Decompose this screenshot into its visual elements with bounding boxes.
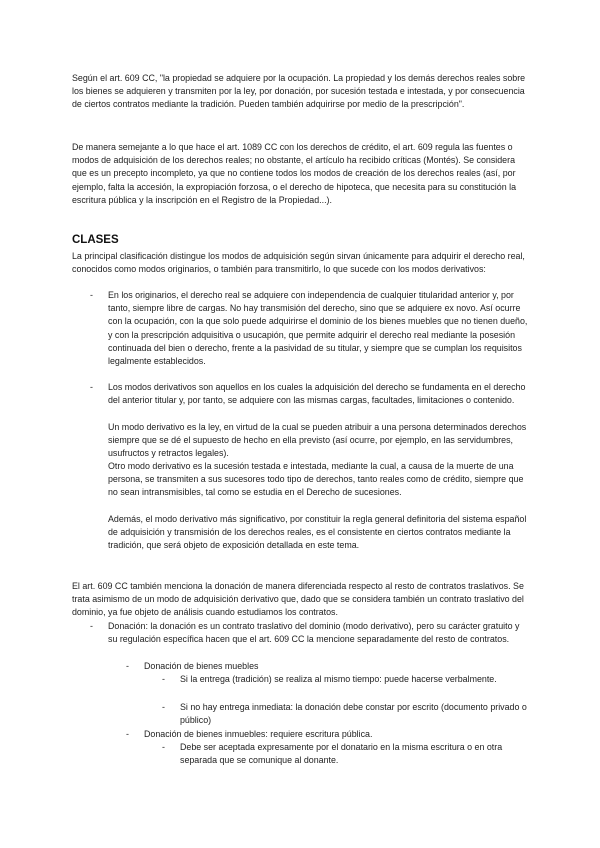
paragraph-art-1089: De manera semejante a lo que hace el art. 1089 CC con los derechos de crédito, el art. 609 regula las fuentes o modos de adquisición de los derechos reales; no obstante, el artículo ha recibido críticas (Montés). Se considera que es un precepto incompleto, ya que no contiene todos los modos de creación de los derechos reales (así, por ejemplo, falta la accesión, la expropiación forzosa, o el derecho de hipoteca, que necesita para su constitución la escritura pública y la inscripción en el Registro de la Propiedad...). [72, 142, 517, 205]
list-item-muebles-escrito: Si no hay entrega inmediata: la donación debe constar por escrito (documento privado o público) [180, 702, 527, 726]
list-bullet-dash: - [90, 621, 93, 631]
list-bullet-dash: - [162, 702, 165, 712]
list-bullet-dash: - [126, 661, 129, 671]
list-item-donacion: Donación: la donación es un contrato traslativo del dominio (modo derivativo), pero su carácter gratuito y su regulación específica hacen que el art. 609 CC la mencione separadamente del resto de contratos. [108, 621, 520, 645]
list-bullet-dash: - [90, 382, 93, 392]
list-bullet-dash: - [162, 674, 165, 684]
list-text-ley: Un modo derivativo es la ley, en virtud de la cual se pueden atribuir a una persona determinados derechos siempre que se dé el supuesto de hecho en ella previsto (así ocurre, por ejemplo, en las servidumbres, usufructos y retractos legales). [108, 422, 527, 459]
list-bullet-dash: - [162, 742, 165, 752]
list-bullet-dash: - [126, 729, 129, 739]
list-bullet-dash: - [90, 290, 93, 300]
section-heading-clases: CLASES [72, 234, 119, 246]
list-item-derivativos: Los modos derivativos son aquellos en los cuales la adquisición del derecho se fundamenta en el derecho del anterior titular y, por tanto, se adquiere con las mismas cargas, facultades, limitaciones o contenido. [108, 382, 526, 406]
paragraph-art-609: Según el art. 609 CC, "la propiedad se adquiere por la ocupación. La propiedad y los demás derechos reales sobre los bienes se adquieren y transmiten por la ley, por donación, por sucesión testada e intestada, y por consecuencia de ciertos contratos mediante la tradición. Pueden también adquirirse por medio de la prescripción". [72, 73, 526, 110]
list-item-inmuebles-aceptacion: Debe ser aceptada expresamente por el donatario en la misma escritura o en otra separada que se comunique al donante. [180, 742, 503, 766]
list-item-originarios: En los originarios, el derecho real se adquiere con independencia de cualquier titularidad anterior y, por tanto, siempre libre de cargas. No hay transmisión del derecho, sino que se adquiere ex novo. Así ocurre con la ocupación, con la que solo puede adquirirse el dominio de los bienes muebles que no tienen dueño, y con la prescripción adquisitiva o usucapión, que permite adquirir el derecho real mediante la posesión continuada del bien o derecho, frente a la pasividad de su titular, y siempre que se cumplan los requisitos legalmente establecidos. [108, 290, 528, 367]
list-text-sucesion: Otro modo derivativo es la sucesión testada e intestada, mediante la cual, a causa de la muerte de una persona, se transmiten a sus sucesores todo tipo de derechos, tanto reales como de crédito, siempre que no sean intransmisibles, tal como se estudia en el Derecho de sucesiones. [108, 461, 524, 498]
list-item-bienes-muebles: Donación de bienes muebles [144, 661, 259, 671]
list-item-muebles-entrega: Si la entrega (tradición) se realiza al mismo tiempo: puede hacerse verbalmente. [180, 674, 497, 684]
list-item-bienes-inmuebles: Donación de bienes inmuebles: requiere escritura pública. [144, 729, 373, 739]
paragraph-clasificacion: La principal clasificación distingue los modos de adquisición según sirvan únicamente para adquirir el derecho real, conocidos como modos originarios, o también para transmitirlo, lo que sucede con los modos derivativos: [72, 251, 525, 275]
paragraph-donacion: El art. 609 CC también menciona la donación de manera diferenciada respecto al resto de contratos traslativos. Se trata asimismo de un modo de adquisición derivativo que, dado que se considera también un contrato traslativo del dominio, ya fue objeto de análisis cuando estudiamos los contratos. [72, 581, 524, 618]
list-text-tradicion: Además, el modo derivativo más significativo, por constituir la regla general definitoria del sistema español de adquisición y transmisión de los derechos reales, es el consistente en ciertos contratos mediante la tradición, que será objeto de exposición detallada en este tema. [108, 514, 527, 551]
